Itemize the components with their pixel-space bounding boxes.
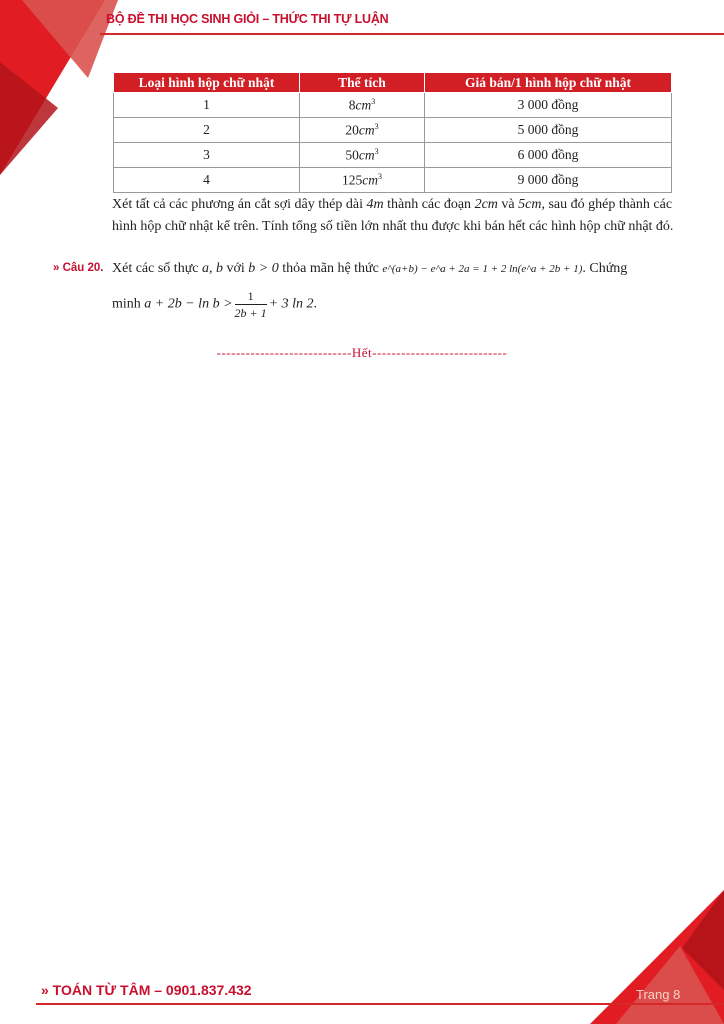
column-header-price: Giá bán/1 hình hộp chữ nhật xyxy=(425,73,672,93)
cell-volume: $50cm^3$ xyxy=(300,143,425,168)
column-header-volume: Thể tích xyxy=(300,73,425,93)
cell-type: 1 xyxy=(114,93,300,118)
end-marker: ----------------------------Hết---------------------------- xyxy=(216,345,508,360)
header-rule xyxy=(100,33,724,35)
cell-volume: $125cm^3$ xyxy=(300,168,425,193)
table-header-row xyxy=(114,73,672,93)
equation-relation: e^(a+b) − e^a + 2a = 1 + 2 ln(e^a + 2b + 1) xyxy=(382,263,583,275)
cell-type: 2 xyxy=(114,118,300,143)
cell-price: 9 000 đồng xyxy=(425,168,672,193)
cell-type: 4 xyxy=(114,168,300,193)
table-row xyxy=(114,93,672,118)
problem-20-inequality: minh a + 2b − ln b > $\frac{1}{2b + 1}$ + 3 ln 2. xyxy=(112,289,317,320)
table-row xyxy=(114,143,672,168)
cell-price: 5 000 đồng xyxy=(425,118,672,143)
fraction: $\frac{1}{2b + 1}$ xyxy=(234,289,267,320)
cell-price: 3 000 đồng xyxy=(425,93,672,118)
cell-type: 3 xyxy=(114,143,300,168)
box-types-table xyxy=(113,72,672,193)
page-number: Trang 8 xyxy=(636,987,681,1002)
footer-rule xyxy=(36,1003,724,1005)
cell-volume: $20cm^3$ xyxy=(300,118,425,143)
top-left-corner-decoration xyxy=(0,0,130,190)
table-row xyxy=(114,118,672,143)
column-header-type: Loại hình hộp chữ nhật xyxy=(114,73,300,93)
problem-20-text: Xét các số thực a, b với b > 0 thỏa mãn hệ thức e^(a+b) − e^a + 2a = 1 + 2 ln(e^a + 2b + 1). Chứng xyxy=(112,261,628,276)
document-header-title: BỘ ĐỀ THI HỌC SINH GIỎI – THỨC THI TỰ LUẬN xyxy=(106,12,389,26)
cell-price: 6 000 đồng xyxy=(425,143,672,168)
table-row xyxy=(114,168,672,193)
footer-contact: » TOÁN TỪ TÂM – 0901.837.432 xyxy=(41,982,252,998)
cell-volume: $8cm^3$ xyxy=(300,93,425,118)
problem-19-text: Xét tất cả các phương án cắt sợi dây thép dài 4m thành các đoạn 2cm và 5cm, sau đó ghép thành các hình hộp chữ nhật kể trên. Tính tổng số tiền lớn nhất thu được khi bán hết các hình hộp chữ nhật đó. xyxy=(112,197,674,234)
question-20-label: » Câu 20. xyxy=(53,262,104,274)
